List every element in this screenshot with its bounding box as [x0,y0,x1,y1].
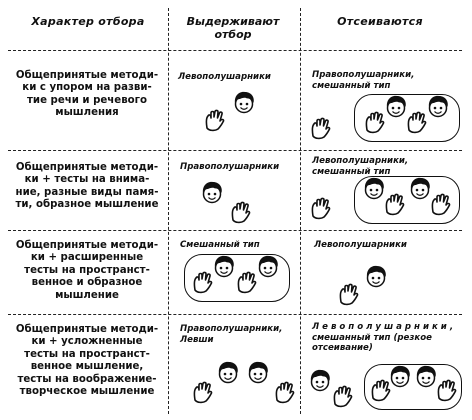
method-text: Общепринятые методи- ки + расширенные тесты на пространст- венное и образное мышление [15,240,159,301]
hand-icon [312,118,329,138]
hand-icon [432,194,449,214]
method-text: Общепринятые методи- ки с упором на разви- тие речи и речевого мышления [15,70,159,119]
child-face-icon [219,362,238,383]
header-rejected: Отсеиваются [337,15,423,28]
table-row [8,230,462,314]
child-group [196,176,286,226]
child-face-icon [367,266,386,287]
hand-icon [238,272,255,292]
child-group [186,356,296,412]
child-face-icon [259,256,278,277]
rejected-label: Правополушарники, смешанный тип [312,70,415,91]
passed-label: Смешанный тип [180,240,260,250]
rejected-label: Левополушарники, смешанный тип [312,156,409,177]
table-row [8,314,462,414]
child-face-icon [391,366,410,387]
hand-icon [194,382,211,402]
rejected-label: Л е в о п о л у ш а р н и к и , смешанный тип (резкое отсеивание) [312,322,454,353]
child-face-icon [411,178,430,199]
child-group [358,94,458,140]
rejected-label: Левополушарники [314,240,407,250]
hand-icon [276,382,293,402]
header-passed-line1: Выдерживают [186,15,280,28]
table-row [8,50,462,150]
hand-icon [340,284,357,304]
table-row [8,150,462,230]
child-group [204,88,294,138]
hand-icon [206,110,223,130]
method-text: Общепринятые методи- ки + усложненные тесты на пространст- венное мышление, тесты на воображение- творческое мышление [15,324,159,398]
hand-icon [372,380,389,400]
hand-icon [312,198,329,218]
hand-icon [408,112,425,132]
child-group [306,366,366,412]
passed-label: Левополушарники [178,72,271,82]
hand-icon [232,202,249,222]
child-face-icon [203,182,222,203]
child-face-icon [249,362,268,383]
child-group [358,176,458,222]
hand-icon [194,272,211,292]
child-face-icon [429,96,448,117]
selection-table [8,2,462,414]
hand-figure [308,190,348,224]
child-group [308,258,418,308]
child-face-icon [365,178,384,199]
hand-icon [438,380,455,400]
header-passed-line2: отбор [214,28,252,41]
child-face-icon [311,370,330,391]
header-selection-type: Характер отбора [31,15,145,28]
passed-label: Правополушарники [180,162,280,172]
hand-icon [366,112,383,132]
child-face-icon [235,92,254,113]
child-face-icon [215,256,234,277]
child-face-icon [417,366,436,387]
hand-figure [308,110,348,144]
child-group [188,254,288,300]
method-text: Общепринятые методи- ки + тесты на внима- ние, разные виды памя- ти, образное мышление [15,162,159,211]
passed-label: Правополушарники, Левши [180,324,283,345]
child-face-icon [387,96,406,117]
hand-icon [334,386,351,406]
child-group [368,364,460,408]
hand-icon [386,194,403,214]
